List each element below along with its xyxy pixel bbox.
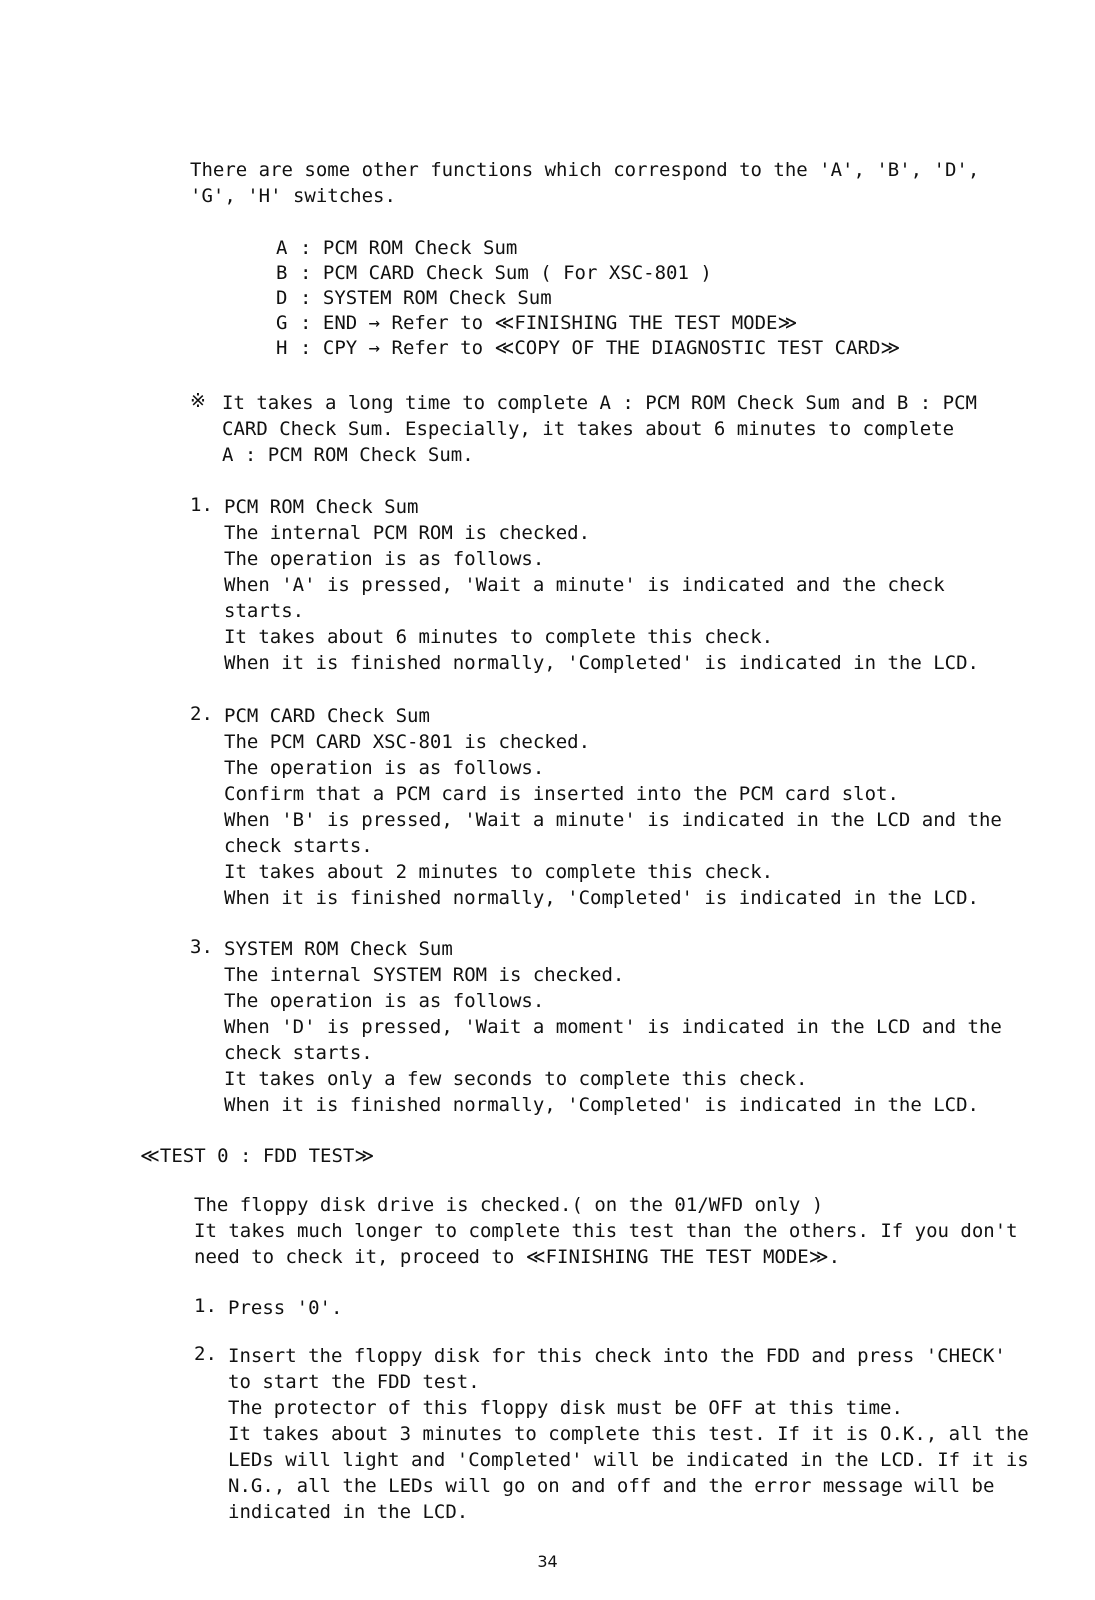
item-line: The PCM CARD XSC-801 is checked. [224,731,591,753]
item-title: PCM ROM Check Sum [224,496,419,518]
switch-desc: : PCM ROM Check Sum [300,237,518,259]
item-line: When it is finished normally, 'Completed' is indicated in the LCD. [224,652,979,674]
item-title: PCM CARD Check Sum [224,705,430,727]
item-line: The internal PCM ROM is checked. [224,522,591,544]
note-paragraph [190,390,977,468]
switch-item-d [276,286,900,311]
item-line: Confirm that a PCM card is inserted into the PCM card slot. [224,783,899,805]
reference-mark-icon: ※ [190,390,206,412]
check-item-pcm-rom [190,494,979,676]
item-line: The internal SYSTEM ROM is checked. [224,964,625,986]
switch-item-a [276,236,900,261]
item-line: The operation is as follows. [224,757,545,779]
fdd-intro-line: The floppy disk drive is checked.( on the 01/WFD only ) [194,1194,824,1216]
item-line: When it is finished normally, 'Completed' is indicated in the LCD. [224,1094,979,1116]
switch-desc: : SYSTEM ROM Check Sum [300,287,552,309]
section-heading [140,1143,374,1169]
intro-line: 'G', 'H' switches. [190,185,396,207]
item-line: The operation is as follows. [224,548,545,570]
switch-item-b [276,261,900,286]
item-number: 1. [190,494,213,516]
item-line: It takes about 3 minutes to complete this test. If it is O.K., all the [228,1423,1029,1445]
check-item-pcm-card [190,703,1002,911]
switch-key: H [276,337,288,359]
item-number: 2. [190,703,213,725]
intro-line: There are some other functions which correspond to the 'A', 'B', 'D', [190,159,980,181]
item-line: When 'A' is pressed, 'Wait a minute' is indicated and the check [224,574,945,596]
item-line: check starts. [224,835,373,857]
item-number: 2. [194,1343,217,1365]
switch-key: G [276,312,288,334]
item-line: N.G., all the LEDs will go on and off and the error message will be [228,1475,995,1497]
item-line: It takes about 6 minutes to complete this check. [224,626,774,648]
switch-desc: : CPY → Refer to ≪COPY OF THE DIAGNOSTIC TEST CARD≫ [300,337,901,359]
switch-desc: : PCM CARD Check Sum ( For XSC-801 ) [300,262,712,284]
item-line: When it is finished normally, 'Completed' is indicated in the LCD. [224,887,979,909]
switch-item-g [276,311,900,336]
item-line: The operation is as follows. [224,990,545,1012]
switch-item-h [276,336,900,361]
fdd-intro-line: need to check it, proceed to ≪FINISHING THE TEST MODE≫. [194,1246,841,1268]
item-line: indicated in the LCD. [228,1501,469,1523]
switch-key: D [276,287,288,309]
note-line: CARD Check Sum. Especially, it takes about 6 minutes to complete [222,418,955,440]
fdd-intro-paragraph [194,1192,1018,1270]
fdd-step-2 [194,1343,1029,1525]
page-number: 34 [537,1552,558,1571]
item-line: The protector of this floppy disk must be OFF at this time. [228,1397,903,1419]
switch-key: A [276,237,288,259]
switch-desc: : END → Refer to ≪FINISHING THE TEST MODE≫ [300,312,798,334]
switch-key: B [276,262,288,284]
item-line: When 'B' is pressed, 'Wait a minute' is indicated in the LCD and the [224,809,1002,831]
item-title: SYSTEM ROM Check Sum [224,938,453,960]
note-line: It takes a long time to complete A : PCM ROM Check Sum and B : PCM [222,392,977,414]
item-line: Press '0'. [228,1297,343,1319]
fdd-intro-line: It takes much longer to complete this test than the others. If you don't [194,1220,1018,1242]
check-item-system-rom [190,936,1002,1118]
fdd-step-1 [194,1295,342,1321]
item-line: Insert the floppy disk for this check into the FDD and press 'CHECK' [228,1345,1006,1367]
item-line: to start the FDD test. [228,1371,480,1393]
item-number: 3. [190,936,213,958]
item-line: It takes about 2 minutes to complete this check. [224,861,774,883]
intro-paragraph [190,157,979,209]
item-line: starts. [224,600,305,622]
fdd-test-heading: ≪TEST 0 : FDD TEST≫ [140,1145,375,1167]
item-line: LEDs will light and 'Completed' will be indicated in the LCD. If it is [228,1449,1029,1471]
note-line: A : PCM ROM Check Sum. [222,444,474,466]
item-line: It takes only a few seconds to complete this check. [224,1068,808,1090]
item-line: When 'D' is pressed, 'Wait a moment' is indicated in the LCD and the [224,1016,1002,1038]
switch-list [276,236,900,361]
item-number: 1. [194,1295,217,1317]
item-line: check starts. [224,1042,373,1064]
